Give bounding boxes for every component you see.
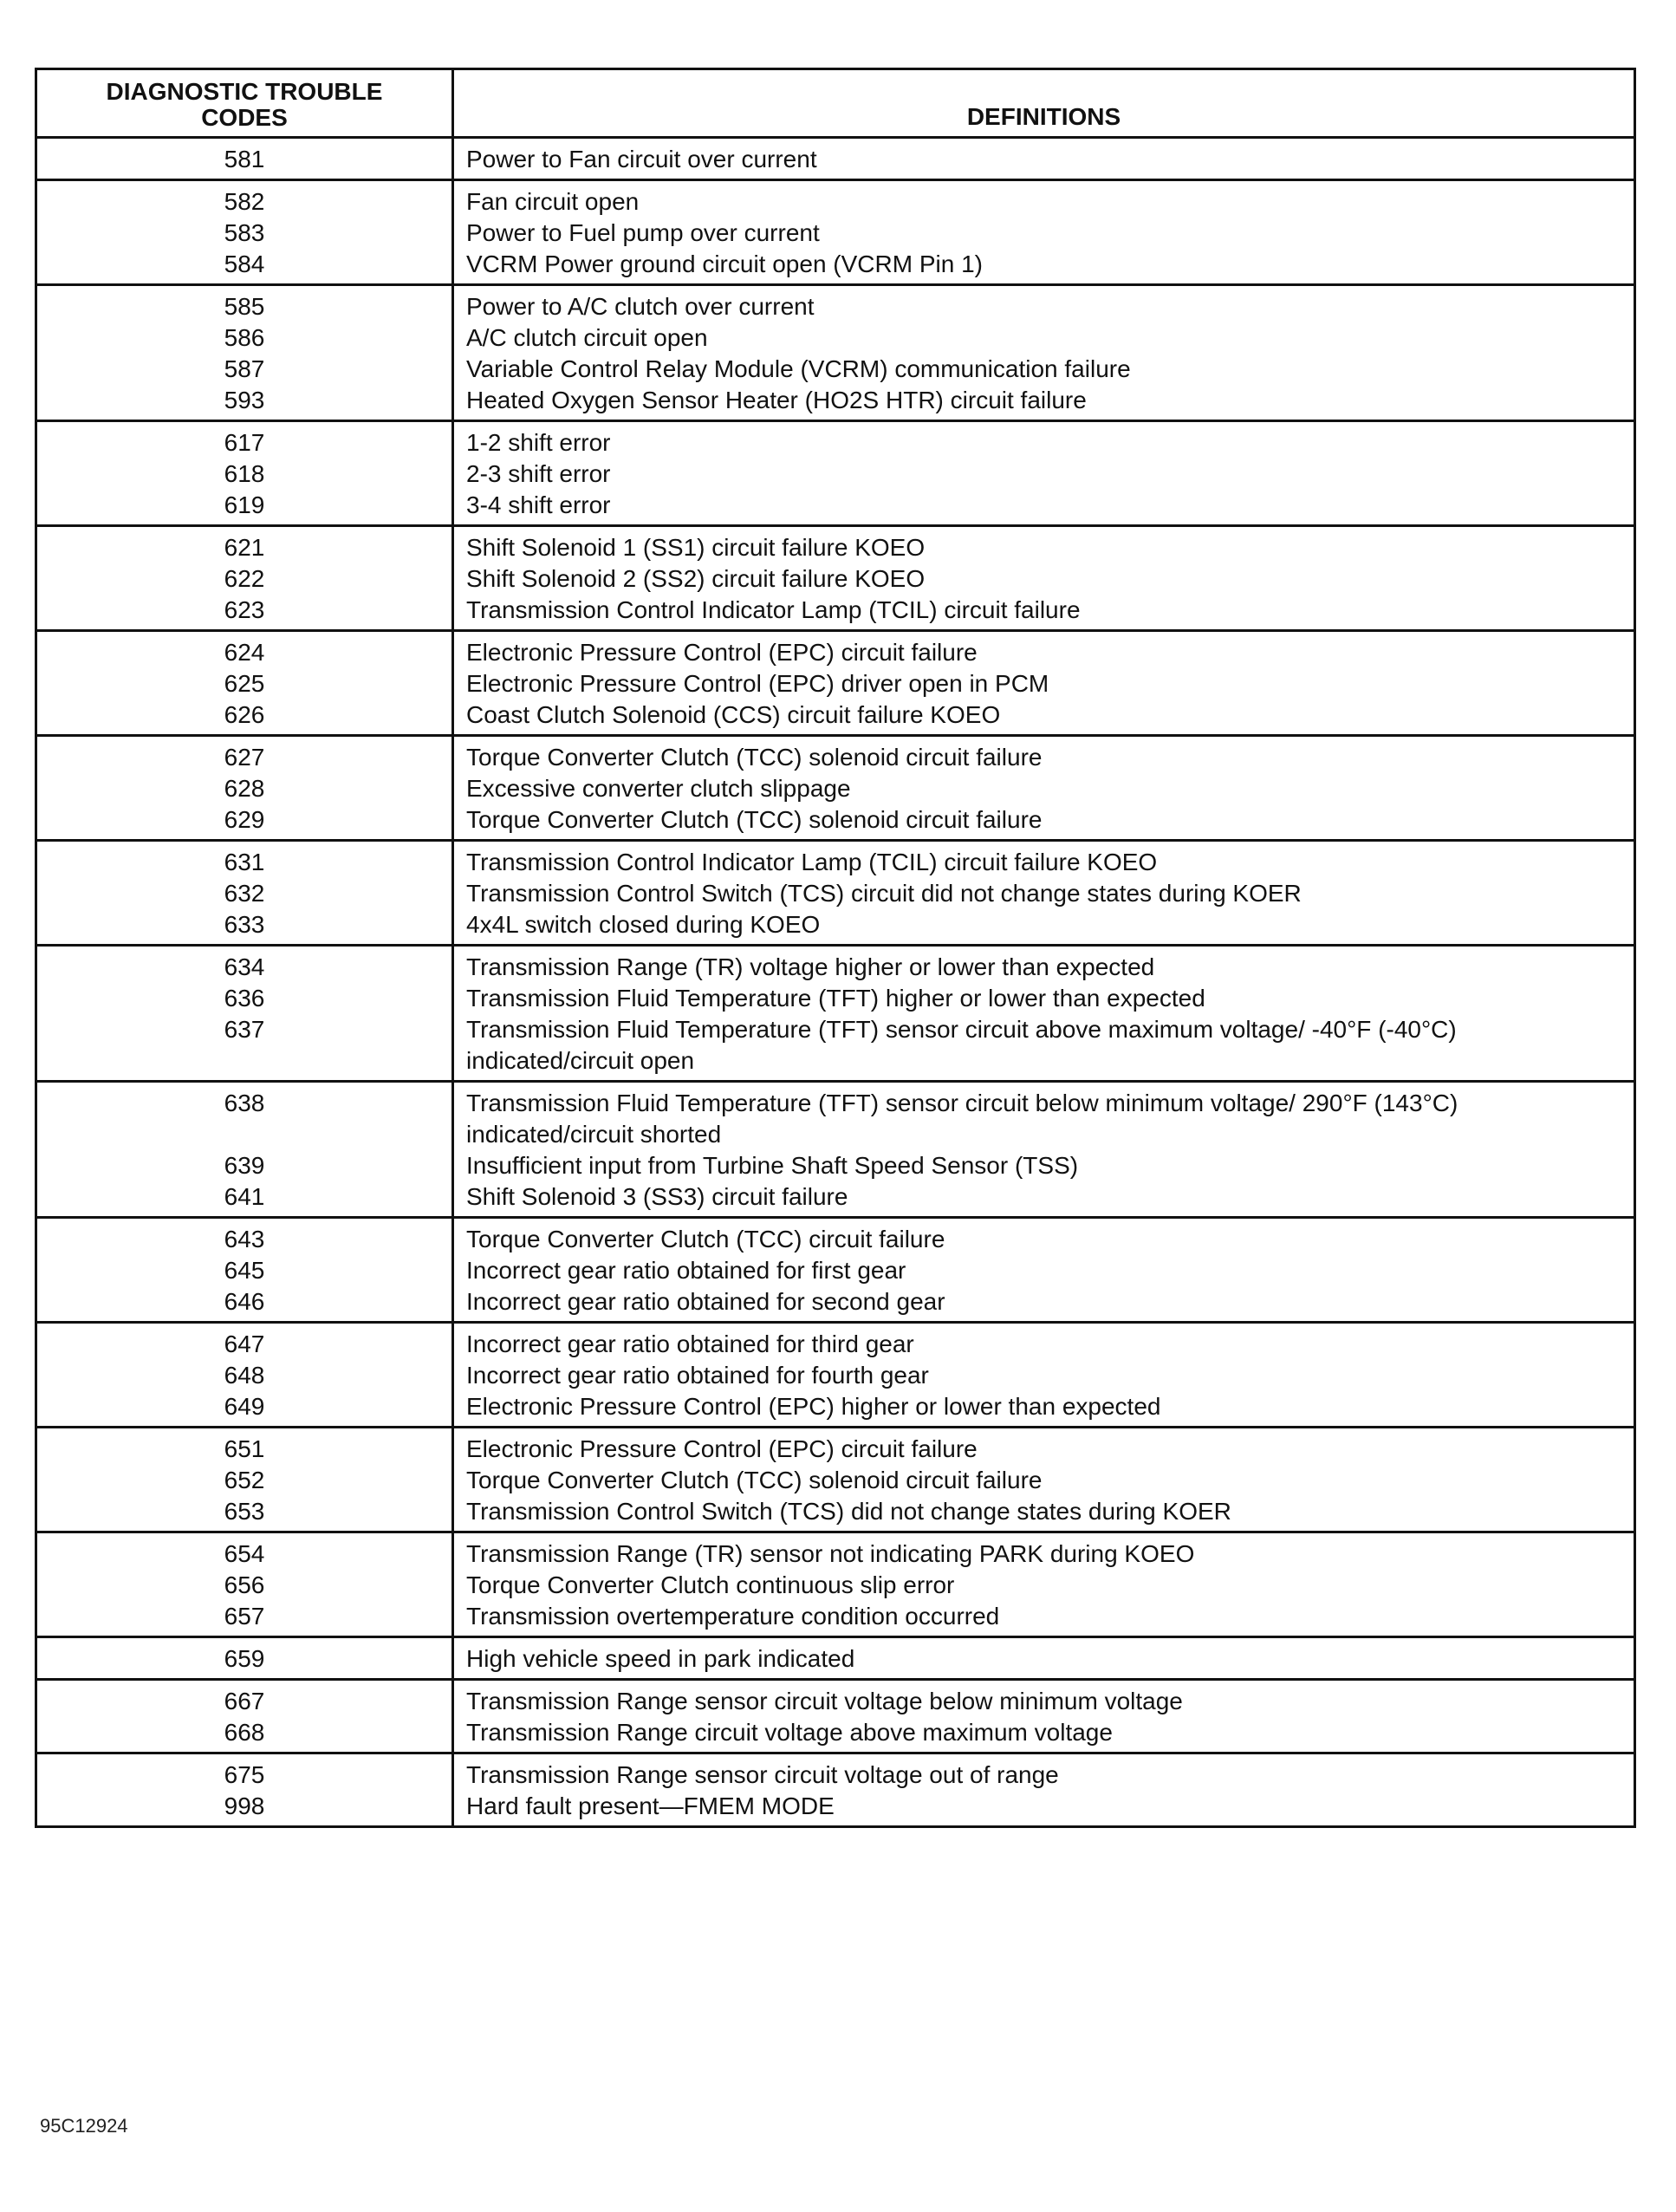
dtc-table	[35, 68, 1636, 1828]
dtc-code: 667	[224, 1688, 265, 1714]
definition-column	[454, 422, 1634, 524]
dtc-code: 631	[224, 849, 265, 875]
dtc-code: 622	[224, 565, 265, 592]
definition-column	[454, 842, 1634, 944]
dtc-code: 623	[224, 596, 265, 623]
code-column	[37, 527, 454, 629]
dtc-definition: Transmission Range circuit voltage above maximum voltage	[466, 1719, 1113, 1746]
dtc-definition: Transmission Fluid Temperature (TFT) sensor circuit below minimum voltage/ 290°F (143°C) indicated/circuit shorted	[466, 1090, 1458, 1148]
dtc-definition: Transmission Control Indicator Lamp (TCIL) circuit failure	[466, 596, 1081, 623]
code-column	[37, 1638, 454, 1678]
definition-column	[454, 1681, 1634, 1752]
code-column	[37, 947, 454, 1080]
definition-column	[454, 286, 1634, 420]
dtc-definition: Torque Converter Clutch (TCC) solenoid circuit failure	[466, 806, 1043, 833]
header-definitions-label: DEFINITIONS	[966, 103, 1121, 130]
dtc-definition: Transmission overtemperature condition occurred	[466, 1603, 1000, 1630]
dtc-code: 581	[224, 146, 265, 172]
dtc-code: 624	[224, 639, 265, 666]
code-group	[37, 1426, 1634, 1531]
dtc-definition: Torque Converter Clutch (TCC) solenoid circuit failure	[466, 744, 1043, 771]
dtc-code: 626	[224, 701, 265, 728]
dtc-definition: 4x4L switch closed during KOEO	[466, 911, 821, 938]
dtc-code: 648	[224, 1362, 265, 1389]
dtc-code: 652	[224, 1467, 265, 1493]
code-group	[37, 1636, 1634, 1678]
code-column	[37, 181, 454, 283]
dtc-code: 649	[224, 1393, 265, 1420]
table-header	[37, 70, 1634, 139]
dtc-definition: VCRM Power ground circuit open (VCRM Pin 1)	[466, 250, 983, 277]
dtc-definition: Torque Converter Clutch (TCC) circuit failure	[466, 1226, 945, 1252]
code-column	[37, 422, 454, 524]
dtc-definition: 2-3 shift error	[466, 460, 611, 487]
dtc-definition: Torque Converter Clutch (TCC) solenoid circuit failure	[466, 1467, 1043, 1493]
dtc-code: 618	[224, 460, 265, 487]
code-group	[37, 1080, 1634, 1216]
dtc-code: 675	[224, 1761, 265, 1788]
dtc-code: 636	[224, 985, 265, 1012]
dtc-code: 621	[224, 534, 265, 561]
code-group	[37, 944, 1634, 1080]
dtc-definition: Electronic Pressure Control (EPC) driver open in PCM	[466, 670, 1049, 697]
definition-column	[454, 1638, 1634, 1678]
code-group	[37, 734, 1634, 839]
code-column	[37, 1428, 454, 1531]
definition-column	[454, 1428, 1634, 1531]
dtc-code: 654	[224, 1540, 265, 1567]
code-column	[37, 737, 454, 839]
dtc-definition: Transmission Control Switch (TCS) did not change states during KOER	[466, 1498, 1231, 1525]
dtc-code: 628	[224, 775, 265, 802]
dtc-code: 651	[224, 1435, 265, 1462]
code-column	[37, 286, 454, 420]
dtc-code: 659	[224, 1645, 265, 1672]
definition-column	[454, 1219, 1634, 1321]
definition-column	[454, 181, 1634, 283]
dtc-definition: Incorrect gear ratio obtained for fourth gear	[466, 1362, 929, 1389]
definition-column	[454, 1324, 1634, 1426]
dtc-code: 634	[224, 953, 265, 980]
dtc-code: 583	[224, 219, 265, 246]
code-column	[37, 1219, 454, 1321]
dtc-definition: Power to A/C clutch over current	[466, 293, 815, 320]
code-column	[37, 1324, 454, 1426]
dtc-code: 625	[224, 670, 265, 697]
dtc-code: 656	[224, 1571, 265, 1598]
dtc-definition: Electronic Pressure Control (EPC) circuit failure	[466, 639, 978, 666]
dtc-code: 619	[224, 491, 265, 518]
code-column	[37, 842, 454, 944]
dtc-code: 627	[224, 744, 265, 771]
code-group	[37, 179, 1634, 283]
dtc-code: 646	[224, 1288, 265, 1315]
definition-column	[454, 737, 1634, 839]
code-column	[37, 1754, 454, 1825]
code-column	[37, 1533, 454, 1636]
dtc-definition: Torque Converter Clutch continuous slip error	[466, 1571, 955, 1598]
dtc-code: 633	[224, 911, 265, 938]
code-column	[37, 139, 454, 179]
dtc-definition: Transmission Range sensor circuit voltage out of range	[466, 1761, 1059, 1788]
dtc-definition: Transmission Control Switch (TCS) circuit did not change states during KOER	[466, 880, 1302, 907]
dtc-code: 638	[224, 1090, 265, 1116]
definition-column	[454, 1533, 1634, 1636]
dtc-definition: A/C clutch circuit open	[466, 324, 708, 351]
dtc-code: 647	[224, 1330, 265, 1357]
dtc-code: 637	[224, 1016, 265, 1043]
figure-id: 95C12924	[40, 2115, 128, 2137]
definition-column	[454, 632, 1634, 734]
dtc-definition: Power to Fuel pump over current	[466, 219, 820, 246]
dtc-definition: Heated Oxygen Sensor Heater (HO2S HTR) circuit failure	[466, 387, 1087, 413]
dtc-definition: Transmission Range sensor circuit voltage below minimum voltage	[466, 1688, 1183, 1714]
dtc-definition: Excessive converter clutch slippage	[466, 775, 851, 802]
dtc-code: 629	[224, 806, 265, 833]
code-column	[37, 1083, 454, 1216]
dtc-definition: Shift Solenoid 2 (SS2) circuit failure KOEO	[466, 565, 926, 592]
code-group	[37, 420, 1634, 524]
dtc-definition: High vehicle speed in park indicated	[466, 1645, 855, 1672]
code-column	[37, 632, 454, 734]
dtc-code: 639	[224, 1152, 265, 1179]
dtc-definition: Transmission Range (TR) sensor not indicating PARK during KOEO	[466, 1540, 1195, 1567]
definition-column	[454, 139, 1634, 179]
dtc-definition: Power to Fan circuit over current	[466, 146, 817, 172]
dtc-definition: 3-4 shift error	[466, 491, 611, 518]
code-column	[37, 1681, 454, 1752]
dtc-definition: Shift Solenoid 1 (SS1) circuit failure KOEO	[466, 534, 926, 561]
dtc-code: 586	[224, 324, 265, 351]
table-body	[37, 139, 1634, 1825]
dtc-definition: Incorrect gear ratio obtained for second gear	[466, 1288, 945, 1315]
dtc-code: 668	[224, 1719, 265, 1746]
dtc-code: 657	[224, 1603, 265, 1630]
dtc-code: 643	[224, 1226, 265, 1252]
header-codes	[37, 70, 454, 136]
dtc-code: 585	[224, 293, 265, 320]
code-group	[37, 139, 1634, 179]
dtc-definition: Transmission Fluid Temperature (TFT) sensor circuit above maximum voltage/ -40°F (-40°C) indicated/circuit open	[466, 1016, 1457, 1074]
dtc-code: 587	[224, 355, 265, 382]
header-definitions	[454, 70, 1634, 136]
code-group	[37, 839, 1634, 944]
code-group	[37, 1752, 1634, 1825]
definition-column	[454, 1754, 1634, 1825]
dtc-code: 998	[224, 1792, 265, 1819]
code-group	[37, 1531, 1634, 1636]
code-group	[37, 1321, 1634, 1426]
dtc-code: 582	[224, 188, 265, 215]
code-group	[37, 524, 1634, 629]
header-codes-label: DIAGNOSTIC TROUBLE CODES	[106, 78, 383, 131]
dtc-definition: Hard fault present—FMEM MODE	[466, 1792, 835, 1819]
dtc-definition: Variable Control Relay Module (VCRM) communication failure	[466, 355, 1131, 382]
dtc-definition: Incorrect gear ratio obtained for first gear	[466, 1257, 906, 1284]
definition-column	[454, 1083, 1634, 1216]
dtc-definition: Insufficient input from Turbine Shaft Speed Sensor (TSS)	[466, 1152, 1079, 1179]
code-group	[37, 283, 1634, 420]
dtc-definition: Electronic Pressure Control (EPC) circuit failure	[466, 1435, 978, 1462]
dtc-definition: Shift Solenoid 3 (SS3) circuit failure	[466, 1183, 848, 1210]
code-group	[37, 1216, 1634, 1321]
dtc-code: 593	[224, 387, 265, 413]
dtc-definition: Electronic Pressure Control (EPC) higher or lower than expected	[466, 1393, 1161, 1420]
dtc-definition: Transmission Control Indicator Lamp (TCIL) circuit failure KOEO	[466, 849, 1158, 875]
dtc-definition: Incorrect gear ratio obtained for third gear	[466, 1330, 914, 1357]
dtc-definition: Transmission Range (TR) voltage higher or lower than expected	[466, 953, 1155, 980]
dtc-definition: 1-2 shift error	[466, 429, 611, 456]
definition-column	[454, 947, 1634, 1080]
dtc-code: 653	[224, 1498, 265, 1525]
dtc-definition: Coast Clutch Solenoid (CCS) circuit failure KOEO	[466, 701, 1001, 728]
code-group	[37, 629, 1634, 734]
definition-column	[454, 527, 1634, 629]
dtc-definition: Fan circuit open	[466, 188, 640, 215]
code-group	[37, 1678, 1634, 1752]
dtc-definition: Transmission Fluid Temperature (TFT) higher or lower than expected	[466, 985, 1205, 1012]
dtc-code: 632	[224, 880, 265, 907]
dtc-code: 584	[224, 250, 265, 277]
dtc-code: 617	[224, 429, 265, 456]
dtc-code: 645	[224, 1257, 265, 1284]
dtc-code: 641	[224, 1183, 265, 1210]
